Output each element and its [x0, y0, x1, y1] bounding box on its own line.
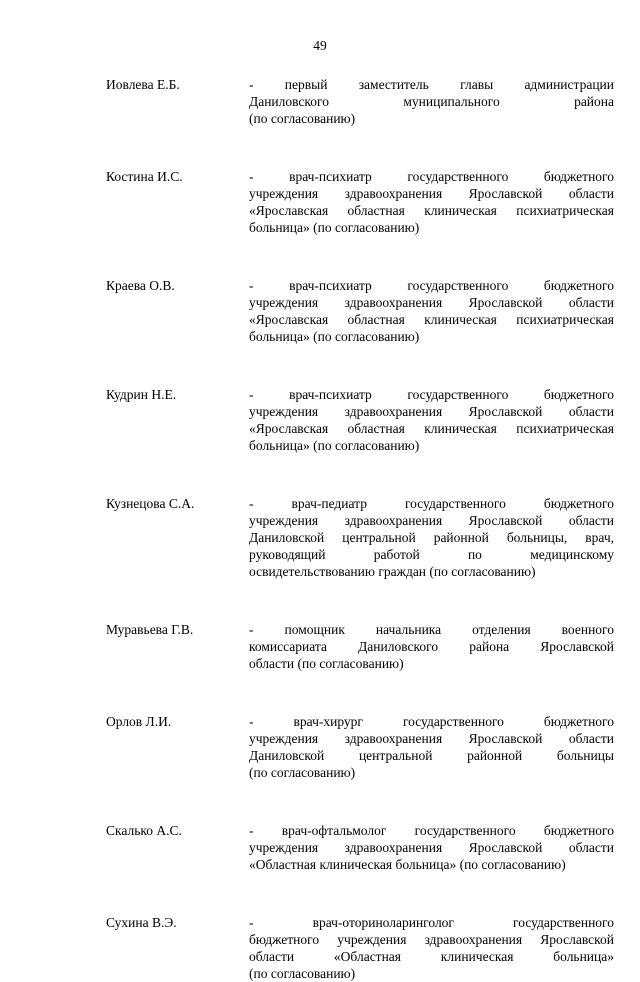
position-line: учреждения здравоохранения Ярославской области [249, 404, 614, 419]
member-name: Иовлева Е.Б. [106, 77, 180, 92]
member-name: Костина И.С. [106, 169, 183, 184]
position-line: области (по согласованию) [249, 656, 404, 671]
position-line: - помощник начальника отделения военного [249, 622, 614, 637]
position-line: бюджетного учреждения здравоохранения Ярославской [249, 932, 614, 947]
position-line: больница» (по согласованию) [249, 220, 420, 235]
member-entry [106, 386, 614, 454]
member-entry [106, 495, 614, 580]
member-position [249, 168, 614, 236]
position-line: учреждения здравоохранения Ярославской области [249, 295, 614, 310]
member-name: Кузнецова С.А. [106, 496, 195, 511]
position-line: Даниловского муниципального района [249, 94, 614, 109]
position-line: (по согласованию) [249, 966, 356, 981]
position-line: - врач-педиатр государственного бюджетного [249, 496, 614, 511]
member-name: Муравьева Г.В. [106, 622, 194, 637]
member-entry [106, 76, 614, 127]
member-name: Краева О.В. [106, 278, 175, 293]
member-position [249, 621, 614, 672]
member-position [249, 713, 614, 781]
position-line: - врач-хирург государственного бюджетного [249, 714, 614, 729]
member-position [249, 76, 614, 127]
position-line: комиссариата Даниловского района Ярославской [249, 639, 614, 654]
position-line: освидетельствованию граждан (по согласованию) [249, 564, 536, 579]
member-position [249, 277, 614, 345]
page-number: 49 [313, 38, 327, 53]
position-line: «Ярославская областная клиническая психиатрическая [249, 203, 614, 218]
position-line: больница» (по согласованию) [249, 438, 420, 453]
position-line: «Ярославская областная клиническая психиатрическая [249, 312, 614, 327]
member-position [249, 914, 614, 982]
position-line: больница» (по согласованию) [249, 329, 420, 344]
position-line: (по согласованию) [249, 765, 356, 780]
position-line: Даниловской центральной районной больницы, врач, [249, 530, 614, 545]
position-line: учреждения здравоохранения Ярославской области [249, 186, 614, 201]
position-line: - врач-офтальмолог государственного бюджетного [249, 823, 614, 838]
member-position [249, 822, 614, 873]
position-line: - врач-оториноларинголог государственного [249, 915, 614, 930]
position-line: - первый заместитель главы администрации [249, 77, 614, 92]
position-line: области «Областная клиническая больница» [249, 949, 614, 964]
position-line: учреждения здравоохранения Ярославской области [249, 513, 614, 528]
member-name: Кудрин Н.Е. [106, 387, 177, 402]
position-line: (по согласованию) [249, 111, 356, 126]
member-position [249, 386, 614, 454]
member-name: Сухина В.Э. [106, 915, 177, 930]
position-line: учреждения здравоохранения Ярославской области [249, 731, 614, 746]
position-line: «Ярославская областная клиническая психиатрическая [249, 421, 614, 436]
commission-members-list [106, 76, 614, 982]
position-line: - врач-психиатр государственного бюджетного [249, 387, 614, 402]
member-name: Скалько А.С. [106, 823, 182, 838]
member-entry [106, 621, 614, 672]
member-entry [106, 277, 614, 345]
member-position [249, 495, 614, 580]
position-line: - врач-психиатр государственного бюджетного [249, 278, 614, 293]
member-entry [106, 914, 614, 982]
position-line: - врач-психиатр государственного бюджетного [249, 169, 614, 184]
member-entry [106, 168, 614, 236]
member-entry [106, 822, 614, 873]
position-line: учреждения здравоохранения Ярославской области [249, 840, 614, 855]
position-line: руководящий работой по медицинскому [249, 547, 614, 562]
position-line: «Областная клиническая больница» (по согласованию) [249, 857, 566, 872]
position-line: Даниловской центральной районной больницы [249, 748, 614, 763]
member-entry [106, 713, 614, 781]
member-name: Орлов Л.И. [106, 714, 172, 729]
